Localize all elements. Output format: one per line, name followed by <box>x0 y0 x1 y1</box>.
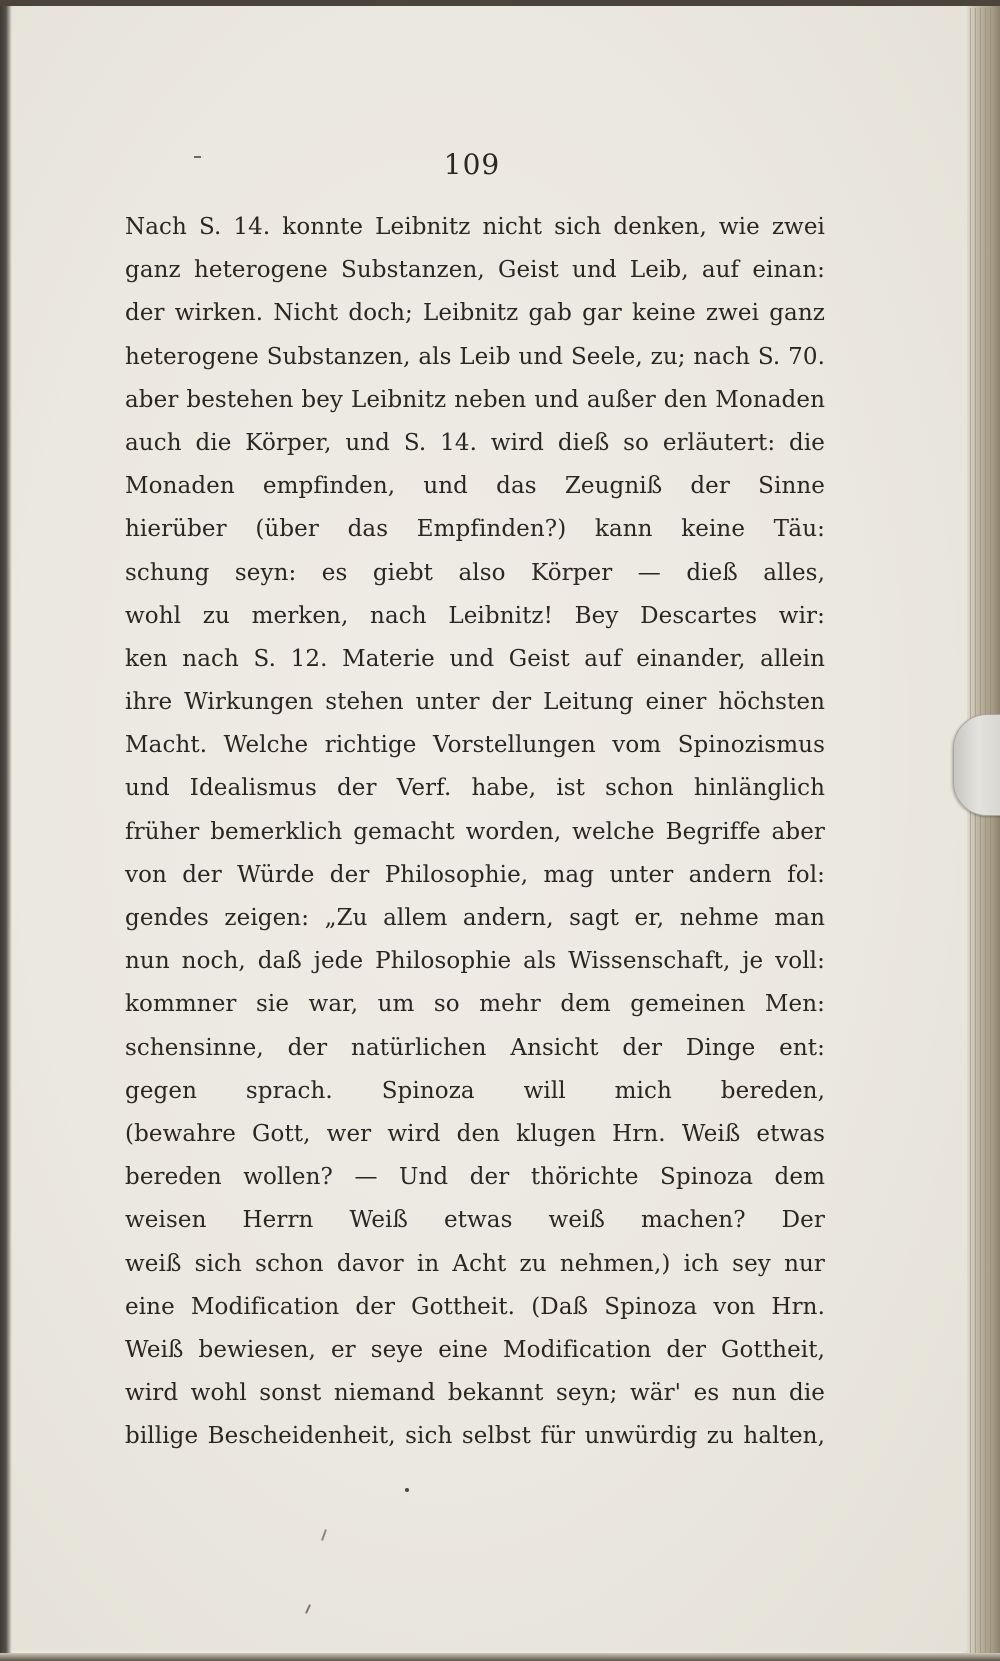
text-line: weiß sich schon davor in Acht zu nehmen,) ich sey nur <box>125 1250 825 1277</box>
text-line: ken nach S. 12. Materie und Geist auf einander, allein <box>125 645 825 672</box>
text-line: wohl zu merken, nach Leibnitz! Bey Descartes wir: <box>125 602 825 629</box>
text-line: und Idealismus der Verf. habe, ist schon hinlänglich <box>125 775 825 802</box>
bottom-edge <box>0 1653 1000 1661</box>
text-line: aber bestehen bey Leibnitz neben und außer den Monaden <box>125 386 825 413</box>
page-edge <box>980 8 981 1653</box>
page-edge <box>975 8 976 1653</box>
ink-speck <box>321 1529 327 1541</box>
text-line: Nach S. 14. konnte Leibnitz nicht sich denken, wie zwei <box>125 214 825 240</box>
text-line: Monaden empfinden, und das Zeugniß der Sinne <box>125 473 825 500</box>
text-line: weisen Herrn Weiß etwas weiß machen? Der <box>125 1207 825 1234</box>
text-line: bereden wollen? — Und der thörichte Spinoza dem <box>125 1164 825 1191</box>
page-edge <box>985 8 986 1653</box>
text-line: Weiß bewiesen, er seye eine Modification der Gottheit, <box>125 1336 825 1363</box>
text-line: billige Bescheidenheit, sich selbst für unwürdig zu halten, <box>125 1423 825 1450</box>
page-edge <box>990 8 991 1653</box>
ink-speck <box>305 1604 311 1614</box>
text-line: gegen sprach. Spinoza will mich bereden, <box>125 1077 825 1104</box>
text-line: heterogene Substanzen, als Leib und Seele, zu; nach S. 70. <box>125 343 825 370</box>
page-number: 109 <box>443 148 501 181</box>
text-line: (bewahre Gott, wer wird den klugen Hrn. Weiß etwas <box>125 1120 825 1147</box>
ink-speck <box>405 1488 409 1492</box>
bookmark-tab <box>953 714 1000 816</box>
book-page <box>12 6 967 1651</box>
text-line: hierüber (über das Empfinden?) kann keine Täu: <box>125 516 825 543</box>
text-line: eine Modification der Gottheit. (Daß Spinoza von Hrn. <box>125 1293 825 1320</box>
text-line: ihre Wirkungen stehen unter der Leitung einer höchsten <box>125 689 825 716</box>
text-line: ganz heterogene Substanzen, Geist und Leib, auf einan: <box>125 257 825 284</box>
text-line: der wirken. Nicht doch; Leibnitz gab gar keine zwei ganz <box>125 300 825 327</box>
text-line: von der Würde der Philosophie, mag unter andern fol: <box>125 861 825 888</box>
text-line: nun noch, daß jede Philosophie als Wissenschaft, je voll: <box>125 948 825 975</box>
body-text <box>125 206 825 1458</box>
text-line: kommner sie war, um so mehr dem gemeinen Men: <box>125 991 825 1018</box>
page-edge <box>970 8 971 1653</box>
text-line: früher bemerklich gemacht worden, welche Begriffe aber <box>125 818 825 845</box>
text-line: auch die Körper, und S. 14. wird dieß so erläutert: die <box>125 429 825 456</box>
text-line: Macht. Welche richtige Vorstellungen vom Spinozismus <box>125 732 825 759</box>
text-line: schung seyn: es giebt also Körper — dieß alles, <box>125 559 825 586</box>
text-line: wird wohl sonst niemand bekannt seyn; wär' es nun die <box>125 1380 825 1407</box>
text-line: schensinne, der natürlichen Ansicht der Dinge ent: <box>125 1034 825 1061</box>
text-line: gendes zeigen: „Zu allem andern, sagt er, nehme man <box>125 905 825 931</box>
